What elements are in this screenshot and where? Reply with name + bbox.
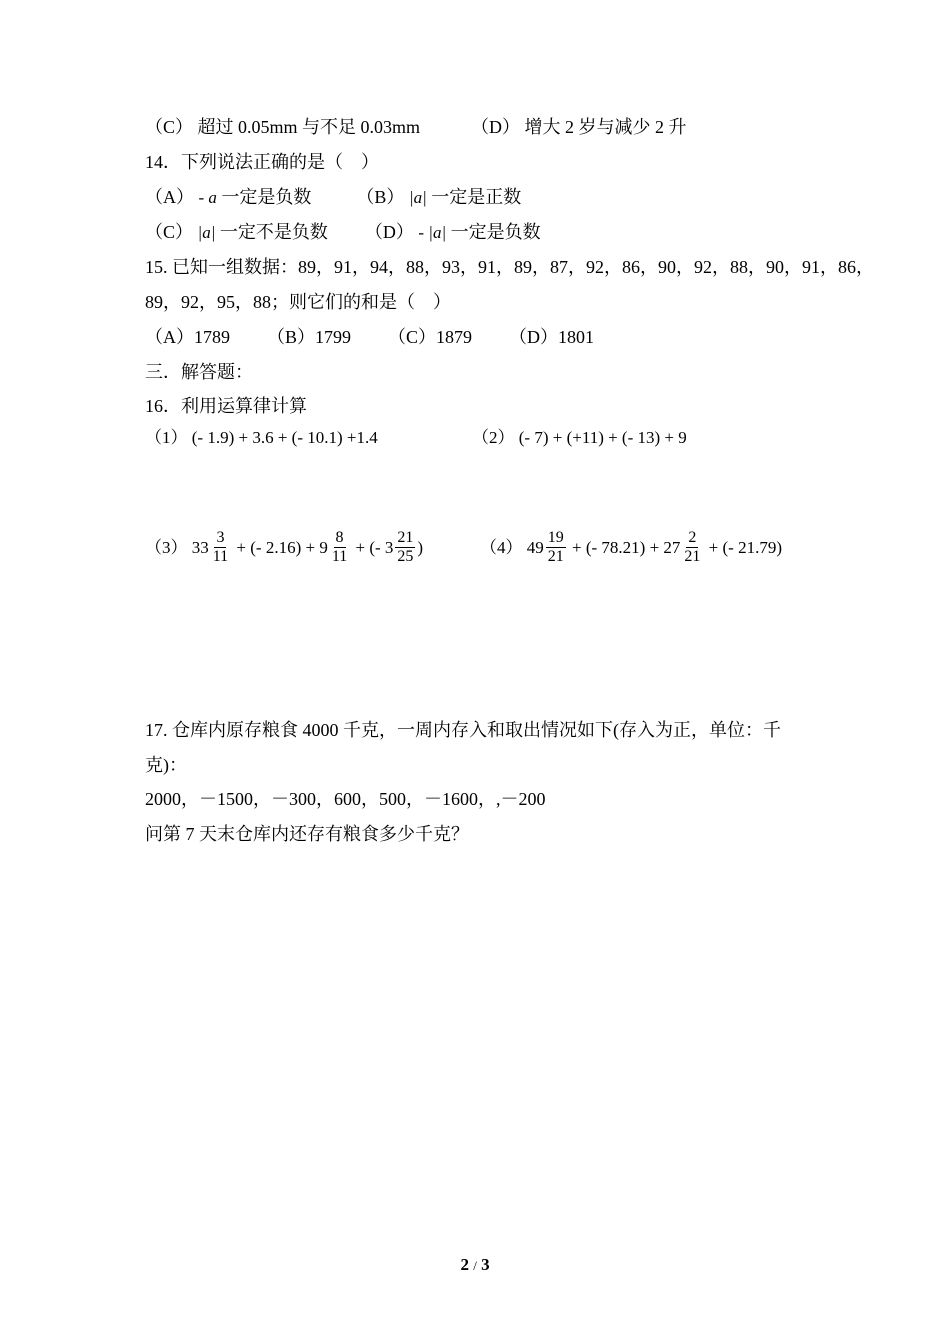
q16-part-3-fraction-2-denominator: 11 [331, 548, 348, 565]
q14-option-d-text: 一定是负数 [450, 222, 541, 242]
q16-part-3-fraction-1 [211, 529, 230, 566]
q13-option-c-label: （C） [145, 117, 194, 137]
q15-option-d: （D）1801 [509, 327, 595, 347]
q16-part-3-middle-2: + (- 3 [355, 537, 394, 557]
q14-option-b-math: |a| [408, 188, 427, 207]
q16-part-4-middle-1: + (- 78.21) + 27 [572, 537, 681, 557]
q14-options-cd [145, 220, 541, 245]
q14-option-d-label: （D） [364, 222, 414, 242]
q16-part-3-term1-int: 33 [191, 537, 209, 557]
q14-options-ab [145, 185, 521, 210]
q16-part-4 [480, 529, 782, 566]
q14-stem: 14．下列说法正确的是（ ） [145, 152, 379, 172]
q14-option-a-text: 一定是负数 [221, 187, 312, 207]
q15-option-b: （B）1799 [267, 327, 352, 347]
q16-part-4-fraction-1-numerator: 19 [547, 529, 564, 546]
q14-option-b-text: 一定是正数 [431, 187, 522, 207]
q16-part-3-fraction-2-numerator: 8 [335, 529, 344, 546]
q16-part-4-fraction-2-numerator: 2 [688, 529, 697, 546]
q16-part-3-fraction-3-numerator: 21 [397, 529, 414, 546]
section-3-heading: 三．解答题： [145, 362, 253, 382]
q16-part-4-term1-int: 49 [526, 537, 544, 557]
q13-option-c-text: 超过 0.05mm 与不足 0.03mm [197, 117, 421, 137]
q13-option-d-label: （D） [471, 117, 521, 137]
q16-part-4-fraction-2-denominator: 21 [684, 548, 701, 565]
q16-part-3-fraction-1-numerator: 3 [216, 529, 225, 546]
q17-question: 问第 7 天末仓库内还存有粮食多少千克？ [145, 824, 469, 844]
q15-stem-line1: 15. 已知一组数据：89，91，94，88，93，91，89，87，92，86，90，92，88，90，91，86， [145, 257, 874, 277]
q16-part-1 [145, 426, 378, 450]
q13-options-row [145, 115, 687, 139]
q16-part-3-fraction-3-denominator: 25 [397, 548, 414, 565]
page-number-total: 3 [481, 1255, 490, 1274]
q16-part-4-fraction-2 [682, 529, 702, 566]
q14-option-c-math: |a| [197, 223, 216, 242]
q16-part-3-end: ) [417, 537, 424, 557]
page-number [0, 1255, 950, 1275]
q15-options [145, 325, 594, 349]
q17-data-values: 2000，－1500，－300，600，500，－1600，,－200 [145, 789, 546, 809]
q16-part-2-label: （2） [472, 428, 515, 447]
q17-line1: 17. 仓库内原存粮食 4000 千克，一周内存入和取出情况如下(存入为正，单位：千 [145, 720, 781, 740]
q16-part-3-fraction-1-denominator: 11 [212, 548, 229, 565]
q16-part-3-middle-1: + (- 2.16) + 9 [236, 537, 328, 557]
q16-part-1-expression: (- 1.9) + 3.6 + (- 10.1) +1.4 [191, 428, 378, 447]
page-number-separator: / [473, 1258, 477, 1273]
q16-part-2-expression: (- 7) + (+11) + (- 13) + 9 [518, 428, 687, 447]
q14-option-c-label: （C） [145, 222, 194, 242]
q14-option-c-text: 一定不是负数 [219, 222, 328, 242]
q13-option-d-text: 增大 2 岁与减少 2 升 [524, 117, 687, 137]
q14-option-b-label: （B） [356, 187, 405, 207]
q16-part-4-fraction-1-denominator: 21 [547, 548, 564, 565]
q16-part-4-end: + (- 21.79) [708, 537, 782, 557]
q16-part-3 [145, 529, 423, 566]
q14-option-a-math: - a [198, 188, 217, 207]
q16-part-2 [472, 426, 687, 450]
q15-stem-line2: 89，92，95，88；则它们的和是（ ） [145, 292, 451, 312]
q17-line2: 克)： [145, 755, 187, 775]
q16-part-1-label: （1） [145, 428, 188, 447]
q16-part-4-fraction-1 [546, 529, 566, 566]
q16-part-3-fraction-2 [330, 529, 349, 566]
q16-part-3-fraction-3 [395, 529, 415, 566]
q14-option-d-math: - |a| [418, 223, 447, 242]
page-number-current: 2 [460, 1255, 469, 1274]
q16-part-4-label: （4） [480, 537, 523, 557]
q14-option-a-label: （A） [145, 187, 194, 207]
q15-option-c: （C）1879 [388, 327, 473, 347]
q15-option-a: （A）1789 [145, 327, 230, 347]
q16-part-3-label: （3） [145, 537, 188, 557]
q16-stem: 16．利用运算律计算 [145, 396, 307, 416]
